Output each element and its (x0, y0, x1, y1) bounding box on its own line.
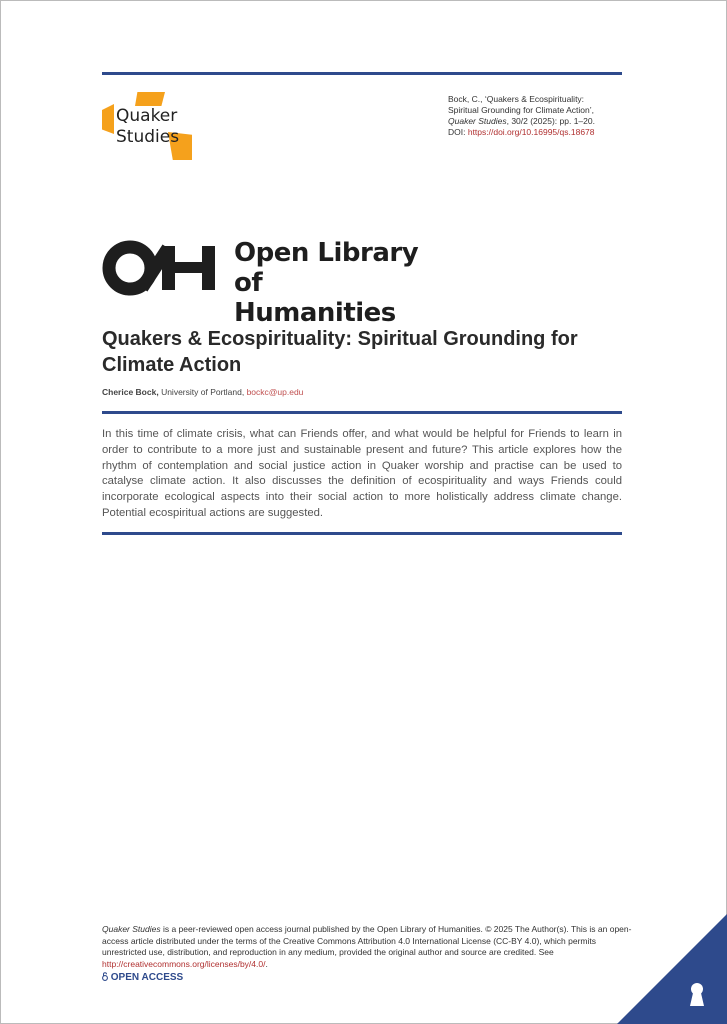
citation-line2: Spiritual Grounding for Climate Action’, (448, 105, 594, 115)
keyhole-icon (689, 982, 705, 1006)
open-access-label: OPEN ACCESS (110, 972, 184, 983)
olh-logo (102, 238, 432, 328)
author-name: Cherice Bock, (102, 387, 159, 397)
open-access-badge (102, 972, 183, 983)
quaker-studies-logo (102, 92, 197, 162)
citation-journal: Quaker Studies (448, 116, 507, 126)
abstract-top-rule (102, 411, 622, 414)
author-email[interactable]: bockc@up.edu (246, 387, 304, 397)
footer-end: . (265, 958, 268, 969)
journal-logo-line2: Studies (116, 127, 180, 147)
author-affiliation: University of Portland, (158, 387, 247, 397)
citation-line1: Bock, C., ‘Quakers & Ecospirituality: (448, 94, 585, 104)
footer-journal: Quaker Studies (102, 924, 161, 934)
open-access-icon (102, 972, 108, 981)
top-rule (102, 72, 622, 75)
doi-prefix: DOI: (448, 127, 468, 137)
abstract: In this time of climate crisis, what can Friends offer, and what would be helpful for Friends to learn in order to contribute to a more just and sustainable present and future? This article explores how the rhythm of contemplation and social justice action in Quaker worship and practise can be used to catalyse climate action. It also discusses the definition of ecospirituality and ways Friends could incorporate ecological aspects into their social action to more holistically address climate change. Potential ecospiritual actions are suggested. (102, 428, 622, 519)
license-link[interactable]: http://creativecommons.org/licenses/by/4.0/ (102, 958, 266, 969)
license-footer (102, 924, 632, 970)
olh-line2: of Humanities (234, 268, 396, 328)
olh-line1: Open Library (234, 238, 419, 268)
citation-block (448, 94, 628, 138)
author-line (102, 387, 303, 397)
olh-mark-icon (102, 238, 222, 298)
footer-text: is a peer-reviewed open access journal published by the Open Library of Humanities. © 2025 The Author(s). This is an open-access article distributed under the terms of the Creative Commons Attribution 4.0 International License (CC-BY 4.0), which permits unrestricted use, distribution, and reproduction in any medium, provided the original author and source are credited. See (102, 924, 632, 957)
article-title: Quakers & Ecospirituality: Spiritual Grounding for Climate Action (102, 328, 578, 376)
doi-link[interactable]: https://doi.org/10.16995/qs.18678 (467, 127, 595, 137)
journal-logo-line1: Quaker (116, 106, 178, 126)
abstract-bottom-rule (102, 532, 622, 535)
citation-details: , 30/2 (2025): pp. 1–20. (506, 116, 595, 126)
